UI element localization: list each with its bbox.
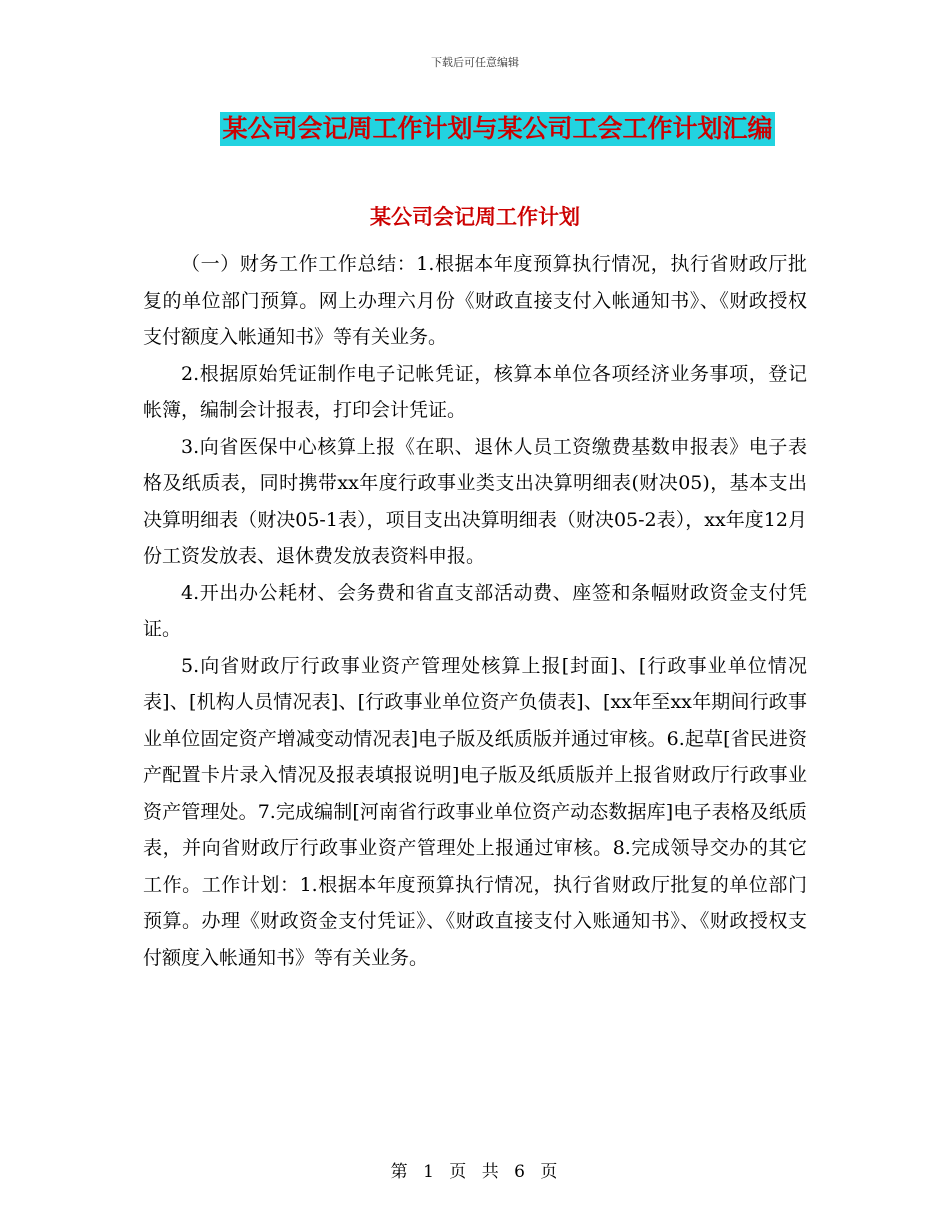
body-paragraph: 2.根据原始凭证制作电子记帐凭证，核算本单位各项经济业务事项，登记帐簿，编制会计报表，打印会计凭证。 [143, 362, 807, 421]
document-main-title: 某公司会记周工作计划与某公司工会工作计划汇编 [220, 112, 774, 146]
page-header-note: 下载后可任意编辑 [431, 56, 519, 69]
body-paragraph: （一）财务工作工作总结：1.根据本年度预算执行情况，执行省财政厅批复的单位部门预算。网上办理六月份《财政直接支付入帐通知书》、《财政授权支付额度入帐通知书》等有关业务。 [143, 253, 807, 348]
page-number-footer: 第 1 页 共 6 页 [390, 1162, 560, 1182]
section-title: 某公司会记周工作计划 [370, 204, 580, 229]
body-paragraph: 4.开出办公耗材、会务费和省直支部活动费、座签和条幅财政资金支付凭证。 [143, 581, 807, 640]
body-paragraph: 5.向省财政厅行政事业资产管理处核算上报[封面]、[行政事业单位情况表]、[机构人员情况表]、[行政事业单位资产负债表]、[xx年至xx年期间行政事业单位固定资产增减变动情况表]电子版及纸质版并通过审核。6.起草[省民进资产配置卡片录入情况及报表填报说明]电子版及纸质版并上报省财政厅行政事业资产管理处。7.完成编制[河南省行政事业单位资产动态数据库]电子表格及纸质表，并向省财政厅行政事业资产管理处上报通过审核。8.完成领导交办的其它工作。工作计划：1.根据本年度预算执行情况，执行省财政厅批复的单位部门预算。办理《财政资金支付凭证》、《财政直接支付入账通知书》、《财政授权支付额度入帐通知书》等有关业务。 [143, 654, 807, 969]
main-title-container [0, 112, 950, 146]
document-body [143, 246, 807, 976]
body-paragraph: 3.向省医保中心核算上报《在职、退休人员工资缴费基数申报表》电子表格及纸质表，同时携带xx年度行政事业类支出决算明细表(财决05)，基本支出决算明细表（财决05-1表），项目支出决算明细表（财决05-2表），xx年度12月份工资发放表、退休费发放表资料申报。 [143, 435, 807, 567]
